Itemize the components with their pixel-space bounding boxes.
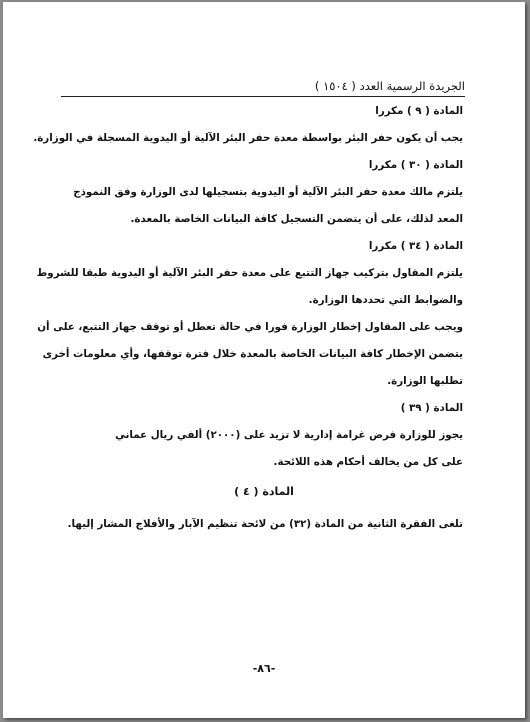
article-34-heading: المادة ( ٣٤ ) مكررا [368,240,463,252]
header-rule [61,96,465,97]
article-30-heading: المادة ( ٣٠ ) مكررا [368,159,463,171]
article-34-line-5: تطلبها الوزارة. [387,375,463,387]
article-34-line-1: يلتزم المقاول بتركيب جهاز التتبع على معدة حفر البئر الآلية أو اليدوية طبقا للشروط [36,267,463,279]
article-34-line-4: يتضمن الإخطار كافة البيانات الخاصة بالمعدة خلال فترة توقفها، وأي معلومات أخرى [42,348,463,360]
article-39-line-1: يجوز للوزارة فرض غرامة إدارية لا تزيد على (٢٠٠٠) ألفي ريال عماني [115,429,463,441]
article-9-line-1: يجب أن يكون حفر البئر بواسطة معدة حفر البئر الآلية أو اليدوية المسجلة في الوزارة. [33,132,463,144]
article-4-text: تلغى الفقرة الثانية من المادة (٣٢) من لائحة تنظيم الآبار والأفلاج المشار إليها. [67,518,463,530]
article-30-line-2: المعد لذلك، على أن يتضمن التسجيل كافة البيانات الخاصة بالمعدة. [130,213,463,225]
article-34-line-3: ويجب على المقاول إخطار الوزارة فورا في حالة تعطل أو توقف جهاز التتبع، على أن [37,321,463,333]
document-page [3,2,525,718]
article-30-line-1: يلتزم مالك معدة حفر البئر الآلية أو اليدوية بتسجيلها لدى الوزارة وفق النموذج [73,186,463,198]
article-34-line-2: والضوابط التي تحددها الوزارة. [308,294,463,306]
article-39-line-2: على كل من يخالف أحكام هذه اللائحة. [273,456,463,468]
page-number: -٨٦- [252,662,276,675]
article-4-heading: المادة ( ٤ ) [234,485,294,498]
gazette-header: الجريدة الرسمية العدد ( ١٥٠٤ ) [314,79,465,93]
article-9-heading: المادة ( ٩ ) مكررا [375,105,463,117]
article-39-heading: المادة ( ٣٩ ) [400,402,463,414]
